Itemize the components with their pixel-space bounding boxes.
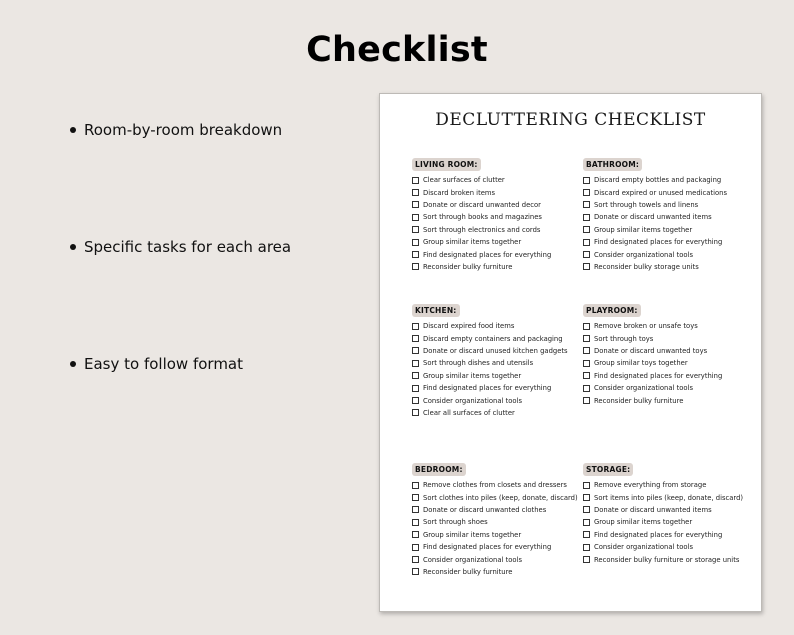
checkbox-icon[interactable]	[412, 556, 419, 563]
checklist-item	[412, 320, 592, 332]
feature-text: Easy to follow format	[84, 355, 244, 373]
checklist-item	[583, 541, 763, 553]
item-label: Consider organizational tools	[423, 555, 522, 564]
checkbox-icon[interactable]	[412, 239, 419, 246]
checkbox-icon[interactable]	[583, 397, 590, 404]
checklist-item	[412, 332, 592, 344]
item-label: Reconsider bulky storage units	[594, 262, 699, 271]
checklist-item	[583, 199, 763, 211]
checklist-item	[583, 370, 763, 382]
item-label: Consider organizational tools	[423, 396, 522, 405]
checklist-item	[583, 553, 763, 565]
checkbox-icon[interactable]	[583, 494, 590, 501]
item-label: Sort clothes into piles (keep, donate, discard)	[423, 493, 578, 502]
checklist-section	[583, 298, 763, 407]
checklist-item	[583, 491, 763, 503]
checklist-item	[583, 357, 763, 369]
checkbox-icon[interactable]	[583, 226, 590, 233]
checklist-item	[412, 345, 592, 357]
checklist-item	[412, 407, 592, 419]
checklist-item	[583, 529, 763, 541]
checkbox-icon[interactable]	[583, 372, 590, 379]
checkbox-icon[interactable]	[583, 263, 590, 270]
checklist-item	[583, 236, 763, 248]
checklist-item	[583, 320, 763, 332]
checkbox-icon[interactable]	[583, 556, 590, 563]
item-label: Discard empty bottles and packaging	[594, 176, 722, 185]
sheet-title: DECLUTTERING CHECKLIST	[435, 110, 706, 130]
checklist-item	[583, 224, 763, 236]
checkbox-icon[interactable]	[583, 323, 590, 330]
checklist-item	[412, 541, 592, 553]
checklist-item	[412, 261, 592, 273]
checklist-item	[583, 382, 763, 394]
checkbox-icon[interactable]	[583, 482, 590, 489]
item-label: Donate or discard unwanted decor	[423, 200, 541, 209]
item-label: Find designated places for everything	[423, 250, 552, 259]
item-label: Find designated places for everything	[594, 530, 723, 539]
checklist-item	[583, 174, 763, 186]
checkbox-icon[interactable]	[583, 544, 590, 551]
checkbox-icon[interactable]	[412, 263, 419, 270]
checkbox-icon[interactable]	[412, 397, 419, 404]
section-heading: PLAYROOM:	[583, 304, 641, 317]
item-label: Discard expired food items	[423, 322, 515, 331]
checklist-section	[583, 457, 763, 566]
checklist-item	[583, 479, 763, 491]
checkbox-icon[interactable]	[412, 323, 419, 330]
item-label: Consider organizational tools	[594, 543, 693, 552]
checklist-item	[583, 261, 763, 273]
checklist-item	[412, 211, 592, 223]
item-label: Find designated places for everything	[423, 543, 552, 552]
checklist-item	[412, 566, 592, 578]
checkbox-icon[interactable]	[412, 519, 419, 526]
item-label: Find designated places for everything	[594, 238, 723, 247]
feature-bullet	[70, 238, 291, 256]
item-label: Group similar items together	[423, 371, 522, 380]
item-label: Group similar items together	[594, 225, 693, 234]
checkbox-icon[interactable]	[583, 189, 590, 196]
item-label: Remove broken or unsafe toys	[594, 322, 698, 331]
checkbox-icon[interactable]	[412, 372, 419, 379]
checklist-item	[412, 491, 592, 503]
checklist-item	[412, 199, 592, 211]
checklist-item	[583, 248, 763, 260]
item-label: Discard expired or unused medications	[594, 188, 728, 197]
section-heading: LIVING ROOM:	[412, 158, 481, 171]
checkbox-icon[interactable]	[412, 360, 419, 367]
bullet-dot-icon	[70, 361, 76, 367]
checkbox-icon[interactable]	[412, 335, 419, 342]
checklist-section	[412, 152, 592, 273]
item-label: Sort items into piles (keep, donate, discard)	[594, 493, 744, 502]
checklist-item	[412, 186, 592, 198]
item-label: Group similar items together	[423, 530, 522, 539]
section-heading: BEDROOM:	[412, 463, 466, 476]
item-label: Consider organizational tools	[594, 250, 693, 259]
checklist-section	[583, 152, 763, 273]
item-label: Reconsider bulky furniture	[423, 262, 513, 271]
checkbox-icon[interactable]	[412, 531, 419, 538]
checklist-item	[583, 516, 763, 528]
checkbox-icon[interactable]	[583, 335, 590, 342]
checkbox-icon[interactable]	[412, 494, 419, 501]
checkbox-icon[interactable]	[583, 239, 590, 246]
checkbox-icon[interactable]	[583, 214, 590, 221]
checklist-item	[583, 394, 763, 406]
section-heading: KITCHEN:	[412, 304, 460, 317]
checkbox-icon[interactable]	[583, 251, 590, 258]
item-label: Donate or discard unwanted items	[594, 213, 712, 222]
checklist-item	[583, 186, 763, 198]
feature-bullet	[70, 121, 282, 139]
checkbox-icon[interactable]	[412, 347, 419, 354]
checkbox-icon[interactable]	[583, 360, 590, 367]
checklist-item	[412, 224, 592, 236]
checklist-item	[412, 394, 592, 406]
item-label: Reconsider bulky furniture or storage units	[594, 555, 740, 564]
checkbox-icon[interactable]	[412, 544, 419, 551]
checkbox-icon[interactable]	[412, 482, 419, 489]
checkbox-icon[interactable]	[412, 201, 419, 208]
section-heading: BATHROOM:	[583, 158, 642, 171]
checklist-item	[583, 332, 763, 344]
item-label: Consider organizational tools	[594, 384, 693, 393]
checkbox-icon[interactable]	[583, 177, 590, 184]
item-label: Group similar items together	[594, 518, 693, 527]
feature-text: Room-by-room breakdown	[84, 121, 283, 139]
checkbox-icon[interactable]	[412, 214, 419, 221]
checklist-item	[412, 382, 592, 394]
item-label: Reconsider bulky furniture	[423, 567, 513, 576]
checkbox-icon[interactable]	[583, 201, 590, 208]
item-label: Find designated places for everything	[423, 384, 552, 393]
item-label: Donate or discard unwanted items	[594, 505, 712, 514]
checklist-item	[412, 553, 592, 565]
item-label: Sort through dishes and utensils	[423, 359, 534, 368]
checkbox-icon[interactable]	[583, 385, 590, 392]
checkbox-icon[interactable]	[583, 347, 590, 354]
item-label: Sort through shoes	[423, 518, 488, 527]
checklist-item	[412, 479, 592, 491]
item-label: Remove everything from storage	[594, 481, 707, 490]
item-label: Remove clothes from closets and dressers	[423, 481, 567, 490]
item-label: Reconsider bulky furniture	[594, 396, 684, 405]
item-label: Sort through electronics and cords	[423, 225, 541, 234]
checklist-item	[583, 345, 763, 357]
item-label: Clear surfaces of clutter	[423, 176, 505, 185]
checklist-item	[412, 236, 592, 248]
item-label: Group similar items together	[423, 238, 522, 247]
checklist-item	[412, 370, 592, 382]
item-label: Donate or discard unused kitchen gadgets	[423, 346, 568, 355]
feature-bullet	[70, 355, 243, 373]
item-label: Discard broken items	[423, 188, 496, 197]
feature-text: Specific tasks for each area	[84, 238, 292, 256]
checkbox-icon[interactable]	[583, 519, 590, 526]
checkbox-icon[interactable]	[412, 568, 419, 575]
item-label: Sort through towels and linens	[594, 200, 699, 209]
checklist-section	[412, 457, 592, 578]
bullet-dot-icon	[70, 127, 76, 133]
item-label: Find designated places for everything	[594, 371, 723, 380]
item-label: Sort through books and magazines	[423, 213, 542, 222]
section-heading: STORAGE:	[583, 463, 633, 476]
checklist-item	[412, 516, 592, 528]
checklist-section	[412, 298, 592, 419]
checklist-item	[412, 529, 592, 541]
checkbox-icon[interactable]	[412, 409, 419, 416]
item-label: Donate or discard unwanted clothes	[423, 505, 547, 514]
item-label: Discard empty containers and packaging	[423, 334, 563, 343]
page-title: Checklist	[306, 30, 488, 70]
checklist-item	[412, 248, 592, 260]
checkbox-icon[interactable]	[583, 531, 590, 538]
checkbox-icon[interactable]	[412, 177, 419, 184]
checklist-item	[412, 174, 592, 186]
bullet-dot-icon	[70, 244, 76, 250]
item-label: Group similar toys together	[594, 359, 688, 368]
checkbox-icon[interactable]	[412, 251, 419, 258]
checklist-item	[412, 357, 592, 369]
checklist-item	[583, 211, 763, 223]
item-label: Sort through toys	[594, 334, 654, 343]
checkbox-icon[interactable]	[412, 506, 419, 513]
checkbox-icon[interactable]	[583, 506, 590, 513]
checklist-sheet	[379, 93, 762, 612]
checkbox-icon[interactable]	[412, 189, 419, 196]
item-label: Clear all surfaces of clutter	[423, 408, 515, 417]
checkbox-icon[interactable]	[412, 226, 419, 233]
item-label: Donate or discard unwanted toys	[594, 346, 708, 355]
checklist-item	[412, 504, 592, 516]
checklist-item	[583, 504, 763, 516]
checkbox-icon[interactable]	[412, 385, 419, 392]
